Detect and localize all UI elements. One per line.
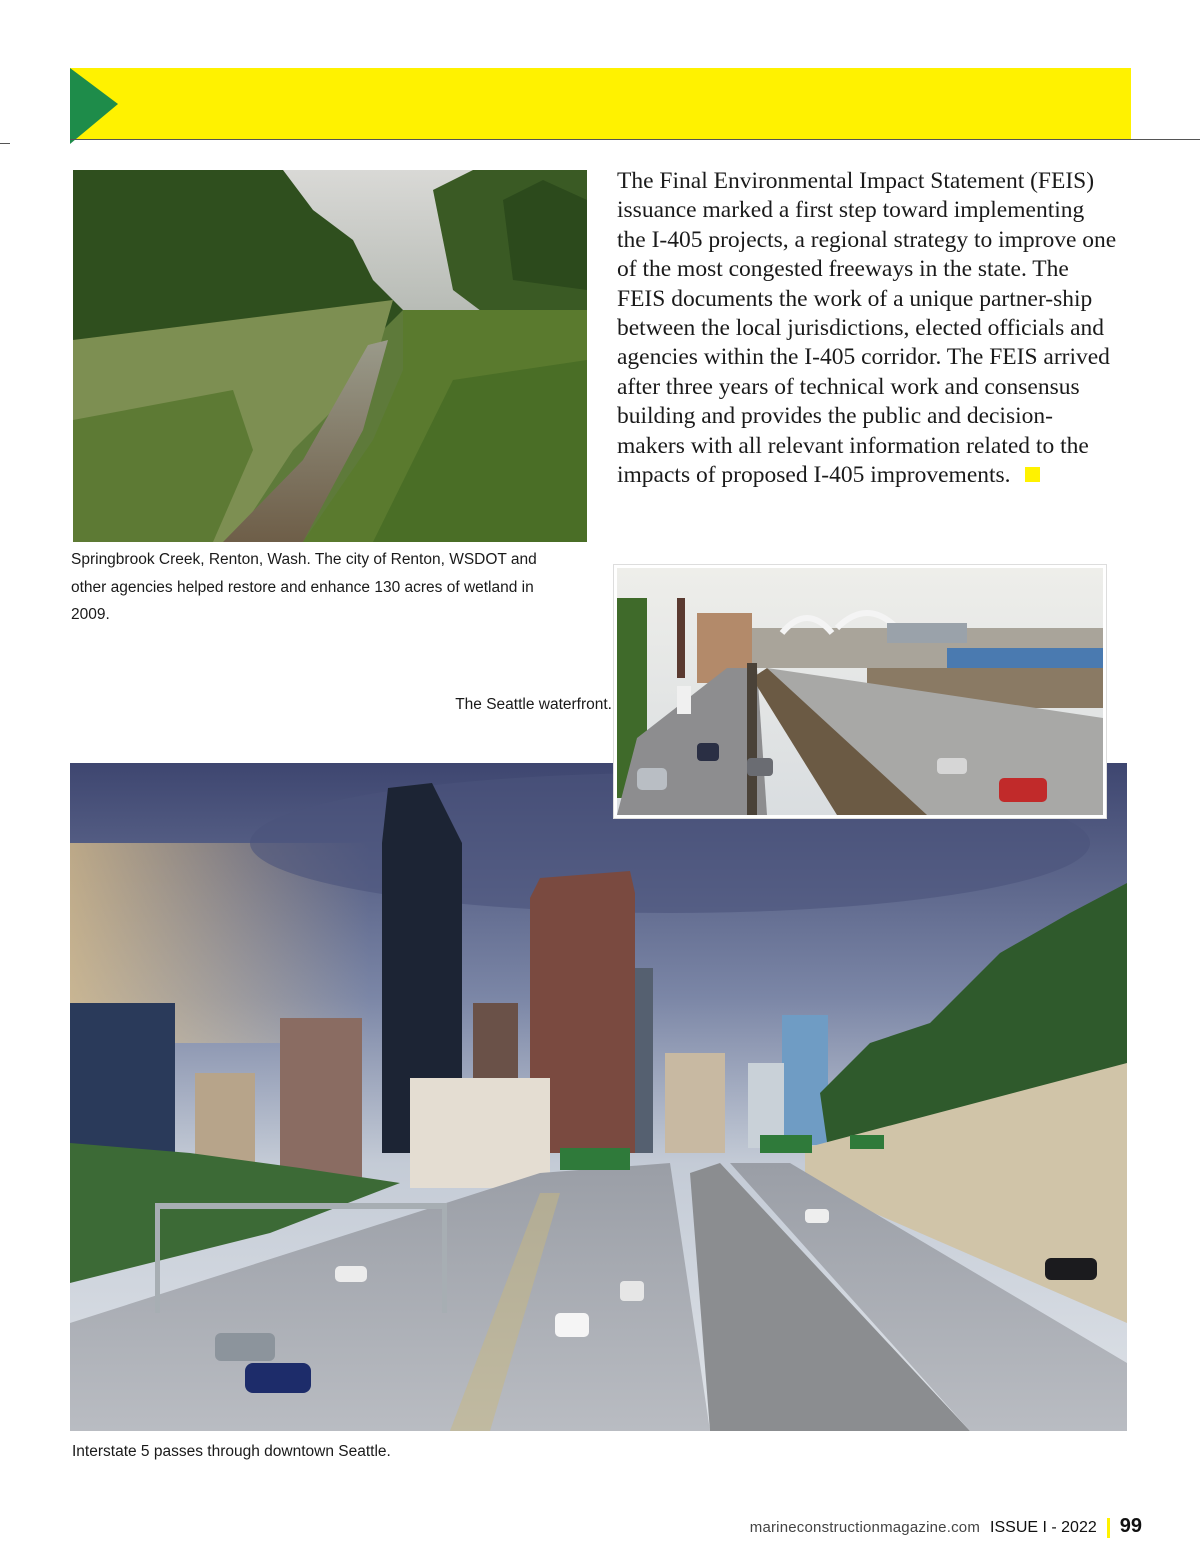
page-number: 99	[1119, 1515, 1142, 1537]
end-of-article-mark	[1025, 467, 1040, 482]
springbrook-creek-photo	[73, 170, 587, 542]
creek-caption: Springbrook Creek, Renton, Wash. The city of Renton, WSDOT and other agencies helped restore and enhance 130 acres of wetland in 2009.	[71, 551, 537, 623]
footer-divider	[1107, 1518, 1110, 1538]
footer-website: marineconstructionmagazine.com	[749, 1519, 981, 1536]
crop-mark	[0, 143, 10, 144]
page-footer	[750, 1515, 1142, 1541]
footer-issue: ISSUE I - 2022	[990, 1519, 1097, 1536]
green-arrow-icon	[70, 68, 118, 144]
interstate-5-caption: Interstate 5 passes through downtown Seattle.	[72, 1443, 391, 1460]
seattle-waterfront-photo	[614, 565, 1106, 818]
header-banner	[70, 68, 1131, 140]
header-rule	[70, 139, 1200, 140]
interstate-5-photo	[70, 763, 1127, 1431]
waterfront-caption: The Seattle waterfront.	[455, 696, 612, 713]
article-body-text: The Final Environmental Impact Statement (FEIS) issuance marked a first step toward implementing the I-405 projects, a regional strategy to improve one of the most congested freeways in the state. The FEIS documents the work of a unique partner-ship between the local jurisdictions, elected officials and agencies within the I-405 corridor. The FEIS arrived after three years of technical work and consensus building and provides the public and decision-makers with all relevant information related to the impacts of proposed I-405 improvements.	[617, 168, 1117, 489]
